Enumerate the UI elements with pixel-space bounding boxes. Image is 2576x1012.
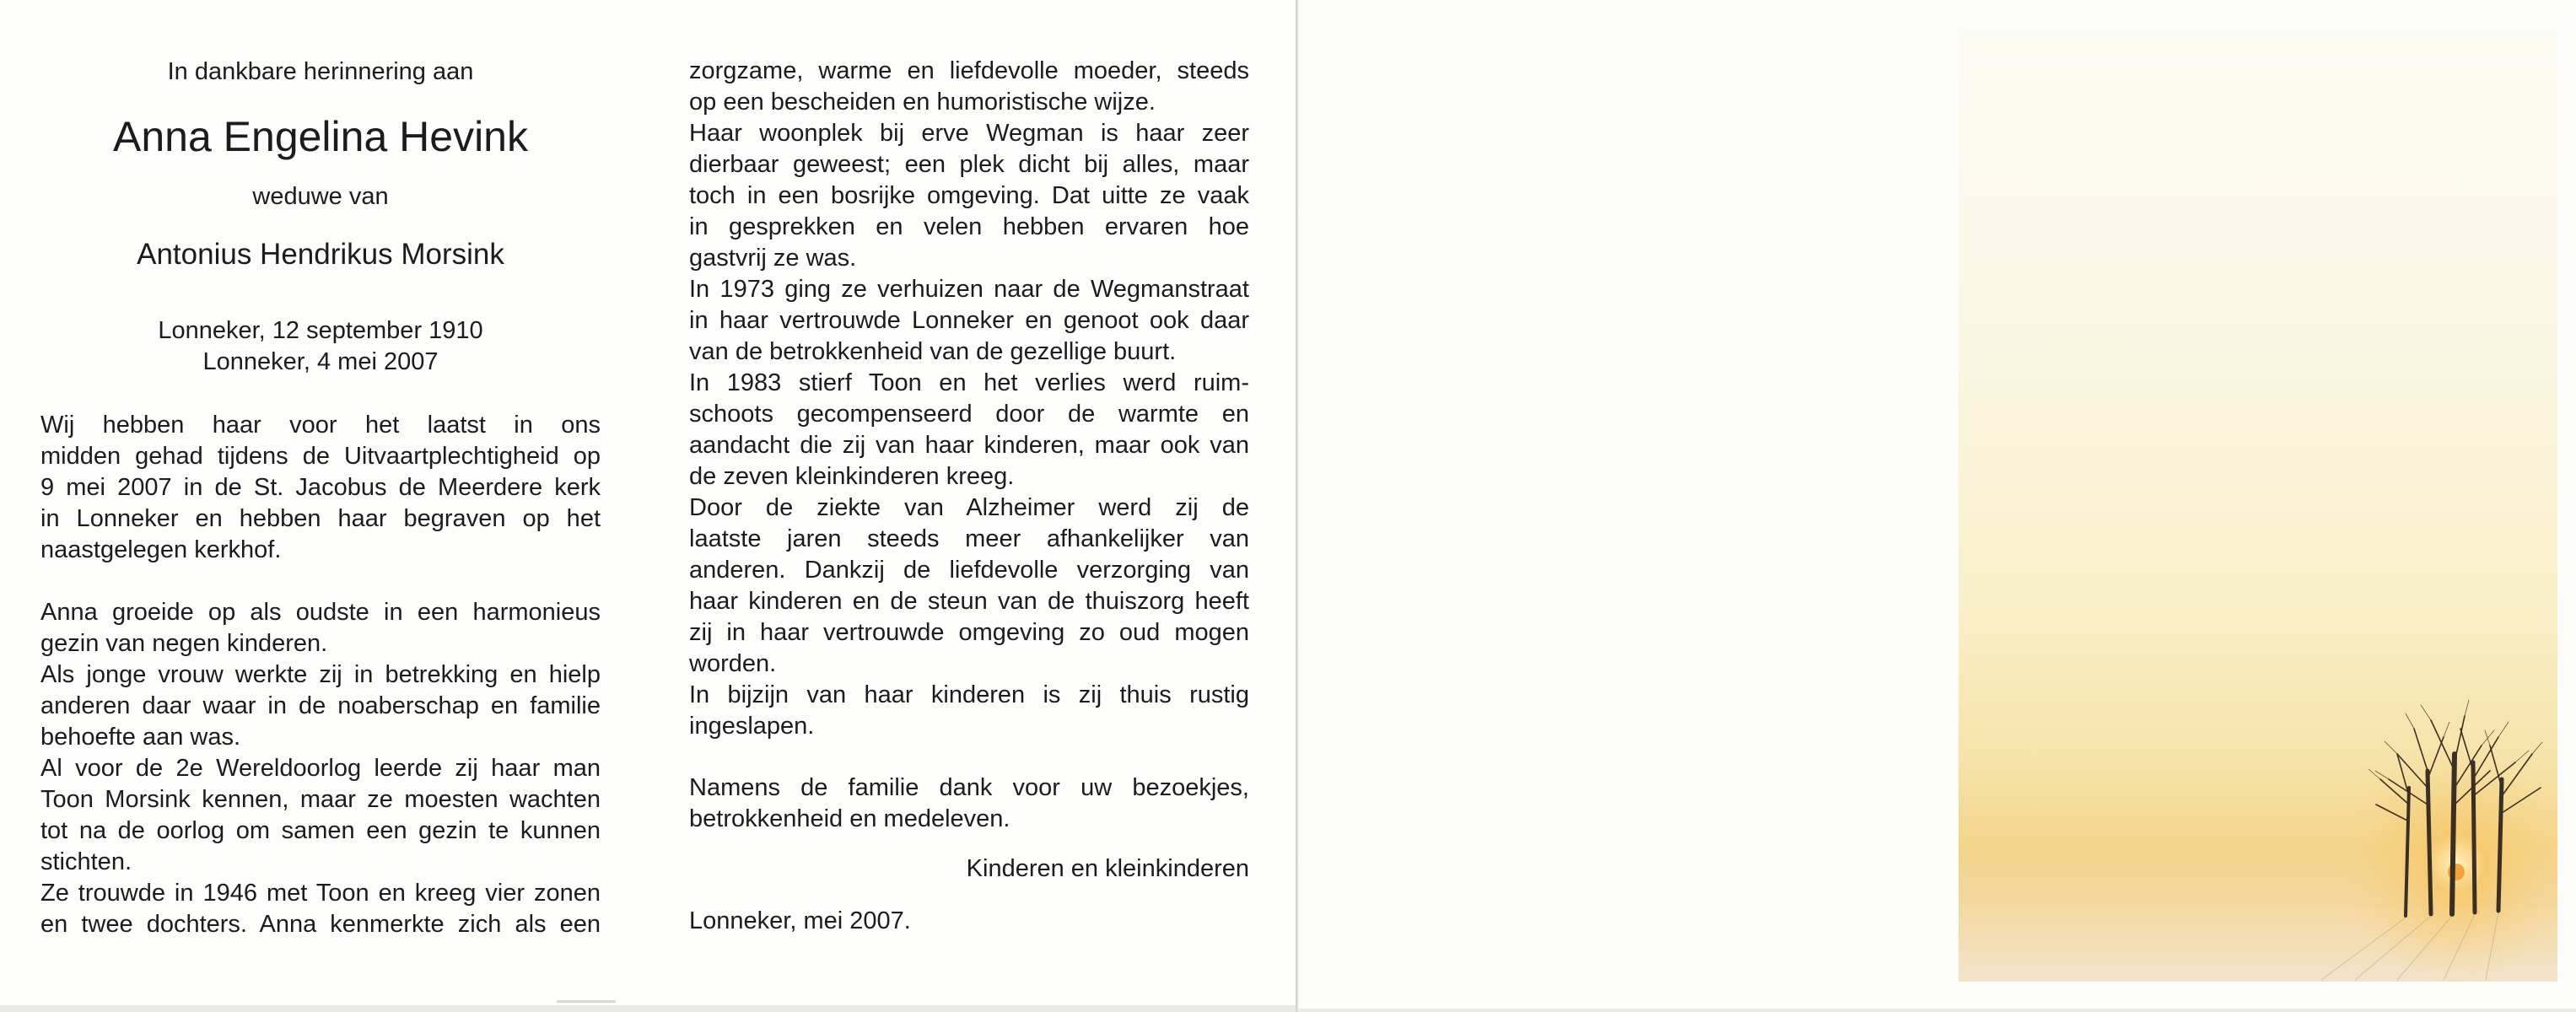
birth-date: Lonneker, 12 september 1910 (158, 317, 483, 344)
text-line: laatste jaren steeds meer afhankelijker van (689, 525, 1249, 552)
text-line: worden. (689, 650, 777, 677)
text-line: behoefte aan was. (40, 724, 241, 751)
paper-scuff (557, 1000, 616, 1003)
deceased-name: Anna Engelina Hevink (113, 113, 528, 160)
widow-of-text: weduwe van (252, 183, 389, 210)
text-line: midden gehad tijdens de Uitvaartplechtigheid op (40, 443, 601, 470)
text-line: in gesprekken en velen hebben ervaren hoe (689, 213, 1249, 240)
text-line: ingeslapen. (689, 713, 815, 740)
text-line: haar kinderen en de steun van de thuiszorg heeft (689, 588, 1249, 615)
paragraph-character (689, 56, 1249, 742)
text-line: in Lonneker en hebben haar begraven op het (40, 505, 601, 532)
text-line: betrokkenheid en medeleven. (689, 805, 1010, 832)
text-line: gezin van negen kinderen. (40, 630, 328, 657)
text-line: zij in haar vertrouwde omgeving zo oud mogen (689, 619, 1249, 646)
text-line: stichten. (40, 848, 132, 875)
intro-text: In dankbare herinnering aan (167, 58, 474, 85)
text-line: Wij hebben haar voor het laatst in ons (40, 412, 601, 439)
text-line: Haar woonplek bij erve Wegman is haar zeer (689, 120, 1249, 147)
signature-text: Kinderen en kleinkinderen (966, 855, 1249, 882)
card-inner-left (0, 0, 1296, 1005)
death-date: Lonneker, 4 mei 2007 (202, 348, 439, 375)
place-date-text: Lonneker, mei 2007. (689, 907, 911, 934)
text-line: Toon Morsink kennen, maar ze moesten wachten (40, 786, 601, 813)
text-line: op een bescheiden en humoristische wijze. (689, 89, 1156, 116)
text-line: zorgzame, warme en liefdevolle moeder, steeds (689, 57, 1249, 84)
text-line: In 1973 ging ze verhuizen naar de Wegmanstraat (689, 276, 1249, 303)
text-line: en twee dochters. Anna kenmerkte zich als een (40, 911, 601, 938)
text-line: toch in een bosrijke omgeving. Dat uitte ze vaak (689, 182, 1249, 209)
trees-illustration (1959, 29, 2557, 982)
text-line: Als jonge vrouw werkte zij in betrekking en hielp (40, 661, 601, 688)
paragraph-funeral (40, 410, 601, 566)
text-line: Namens de familie dank voor uw bezoekjes, (689, 774, 1249, 801)
text-line: anderen daar waar in de noaberschap en familie (40, 692, 601, 719)
text-line: gastvrij ze was. (689, 245, 857, 272)
text-line: naastgelegen kerkhof. (40, 536, 282, 563)
paragraph-life (40, 597, 601, 940)
text-line: schoots gecompenseerd door de warmte en (689, 401, 1249, 428)
text-line: In 1983 stierf Toon en het verlies werd ruim- (689, 369, 1249, 396)
winter-trees-photo (1959, 29, 2557, 982)
text-line: In bijzijn van haar kinderen is zij thuis rustig (689, 681, 1249, 708)
text-line: Ze trouwde in 1946 met Toon en kreeg vier zonen (40, 880, 601, 907)
place-date-block (689, 906, 1249, 937)
text-line: dierbaar geweest; een plek dicht bij alles, maar (689, 151, 1249, 178)
text-line: Anna groeide op als oudste in een harmonieus (40, 599, 601, 626)
text-line: 9 mei 2007 in de St. Jacobus de Meerdere kerk (40, 474, 601, 501)
text-line: tot na de oorlog om samen een gezin te kunnen (40, 817, 601, 844)
life-dates (40, 315, 601, 378)
text-line: de zeven kleinkinderen kreeg. (689, 463, 1015, 490)
text-line: aandacht die zij van haar kinderen, maar ook van (689, 432, 1249, 459)
text-line: in haar vertrouwde Lonneker en genoot ook daar (689, 307, 1249, 334)
husband-name: Antonius Hendrikus Morsink (137, 238, 504, 271)
text-line: anderen. Dankzij de liefdevolle verzorging van (689, 557, 1249, 584)
paragraph-thanks (689, 772, 1249, 835)
text-line: Door de ziekte van Alzheimer werd zij de (689, 494, 1249, 521)
text-line: van de betrokkenheid van de gezellige buurt. (689, 338, 1177, 365)
text-line: Al voor de 2e Wereldoorlog leerde zij haar man (40, 755, 601, 782)
signature-block (689, 853, 1249, 885)
